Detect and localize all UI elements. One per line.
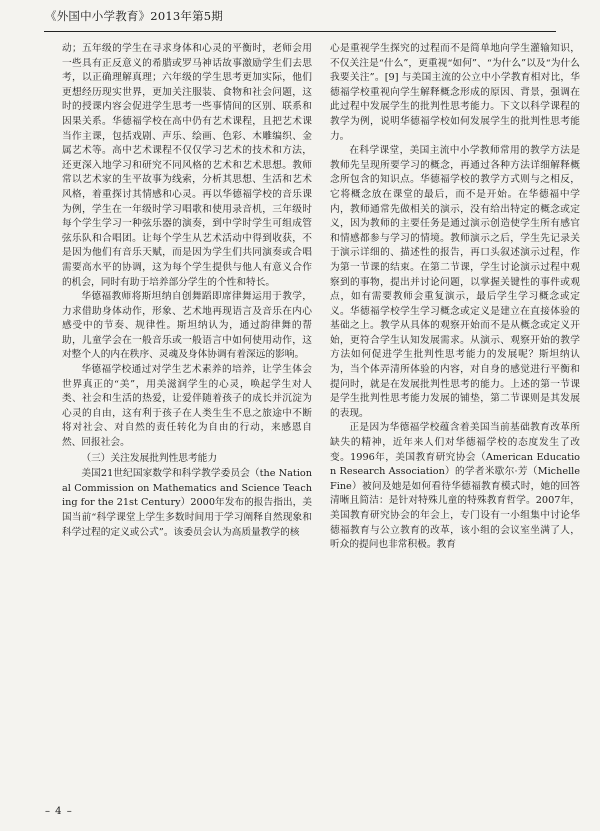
body-paragraph: 动；五年级的学生在寻求身体和心灵的平衡时，老师会用一些具有正反意义的希腊或罗马神话故事激励学生们去思考，以正确理解真理；六年级的学生思考更加实际，他们更想经历现实世界，更加关注服装、食物和社会问题，这时的授课内容会促进学生思考一些事情间的区别、联系和因果关系。华德福学校在高中仍有艺术课程，且把艺术课当作主课，包括戏剧、声乐、绘画、色彩、木雕编织、金属艺术等。高中艺术课程不仅仅学习艺术的技术和方法，还更深入地学习和研究不同风格的艺术和艺术思想。教师常以艺术家的生平故事为线索，分析其思想、生活和艺术风格，着重探讨其情感和心灵。再以华德福学校的音乐课为例，学生在一年级时学习唱歌和使用录音机，三年级时每个学生学习一种弦乐器的演奏，到中学时学生可组成管弦乐队和合唱团。让每个学生从艺术活动中得到收获，不是因为他们有音乐天赋，而是因为学生们共同演奏或合唱需要高水平的协调，这为每个学生提供与他人有意义合作的机会，同时有助于培养部分学生的个性和特长。: [62, 43, 312, 288]
journal-header: 《外国中小学教育》2013年第5期: [45, 9, 223, 23]
body-paragraph: 美国21世纪国家数学和科学教学委员会（the National Commission on Mathematics and Science Teaching for the 21st Century）2000年发布的报告指出，美国当前“科学课堂上学生多数时间用于学习阐释自然现象和科学过程的定义或公式”。该委员会认为高质量教学的核: [62, 468, 312, 538]
header-divider: [44, 31, 556, 32]
left-column: [62, 42, 312, 540]
body-paragraph: 心是重视学生探究的过程而不是简单地向学生灌输知识，不仅关注是“什么”，更重视“如何”、“为什么”以及“为什么我要关注”。[9] 与美国主流的公立中小学教育相对比，华德福学校重视向学生解释概念形成的原因、背景，强调在此过程中发展学生的批判性思考能力。下文以科学课程的教学为例，说明华德福学校如何发展学生的批判性思考能力。: [330, 43, 580, 142]
body-paragraph: 正是因为华德福学校蕴含着美国当前基础教育改革所缺失的精神，近年来人们对华德福学校的态度发生了改变。1996年，美国教育研究协会（American Education Research Association）的学者米歇尔·芳（Michelle Fine）被问及她是如何看待华德福教育模式时，她的回答清晰且简洁：是针对特殊儿童的特殊教育哲学。2007年，美国教育研究协会的年会上，专门设有一小组集中讨论华德福教育与公立教育的改革，该小组的会议室坐满了人，听众的提问也非常积极。教育: [330, 422, 580, 551]
body-paragraph: 华德福教师将斯坦纳自创舞蹈即席律舞运用于教学，力求借助身体动作，形象、艺术地再现语言及音乐在内心感受中的节奏、规律性。斯坦纳认为，通过韵律舞的帮助，儿童学会在一般音乐或一般语言中如何使用动作，这对整个人的内在秩序、灵魂及身体协调有着深远的影响。: [62, 291, 312, 361]
right-column: [330, 42, 580, 553]
section-heading: （三）关注发展批判性思考能力: [81, 452, 218, 464]
body-paragraph: 华德福学校通过对学生艺术素养的培养，让学生体会世界真正的“美”，用美滋润学生的心灵，唤起学生对人类、社会和生活的热爱，让爱伴随着孩子的成长并沉淀为心灵的自由，这有利于孩子在人类生生不息之旅途中不断将对社会、对自然的责任转化为自由的行动，来感恩自然、回报社会。: [62, 364, 312, 449]
page-number: – 4 –: [45, 806, 73, 817]
body-paragraph: 在科学课堂，美国主流中小学教师常用的教学方法是教师先呈现所要学习的概念，再通过各种方法详细解释概念所包含的知识点。华德福学校的教学方式则与之相反，它将概念放在课堂的最后，而不是开始。在华德福中学内，教师通常先做相关的演示，没有给出特定的概念或定义，因为教师的主要任务是通过演示创造使学生所有感官和情感都参与学习的情境。教师演示之后，学生先记录关于演示详细的、描述性的报告，再口头叙述演示过程，作为第一节课的结束。在第二节课，学生讨论演示过程中观察到的事物，提出并讨论问题，以掌握关键性的事件或观点，如有需要教师会重复演示，最后学生学习概念或定义。华德福学校学生学习概念或定义是建立在直接体验的基础之上。教学从具体的观察开始而不是从概念或定义开始，更符合学生认知发展需求。从演示、观察开始的教学方法如何促进学生批判性思考能力的发展呢？斯坦纳认为，当个体弄清所体验的内容，对自身的感觉进行平衡和提问时，就是在发展批判性思考的能力。上述的第一节课是学生批判性思考能力发展的铺垫，第二节课则是其发展的表现。: [330, 145, 580, 419]
